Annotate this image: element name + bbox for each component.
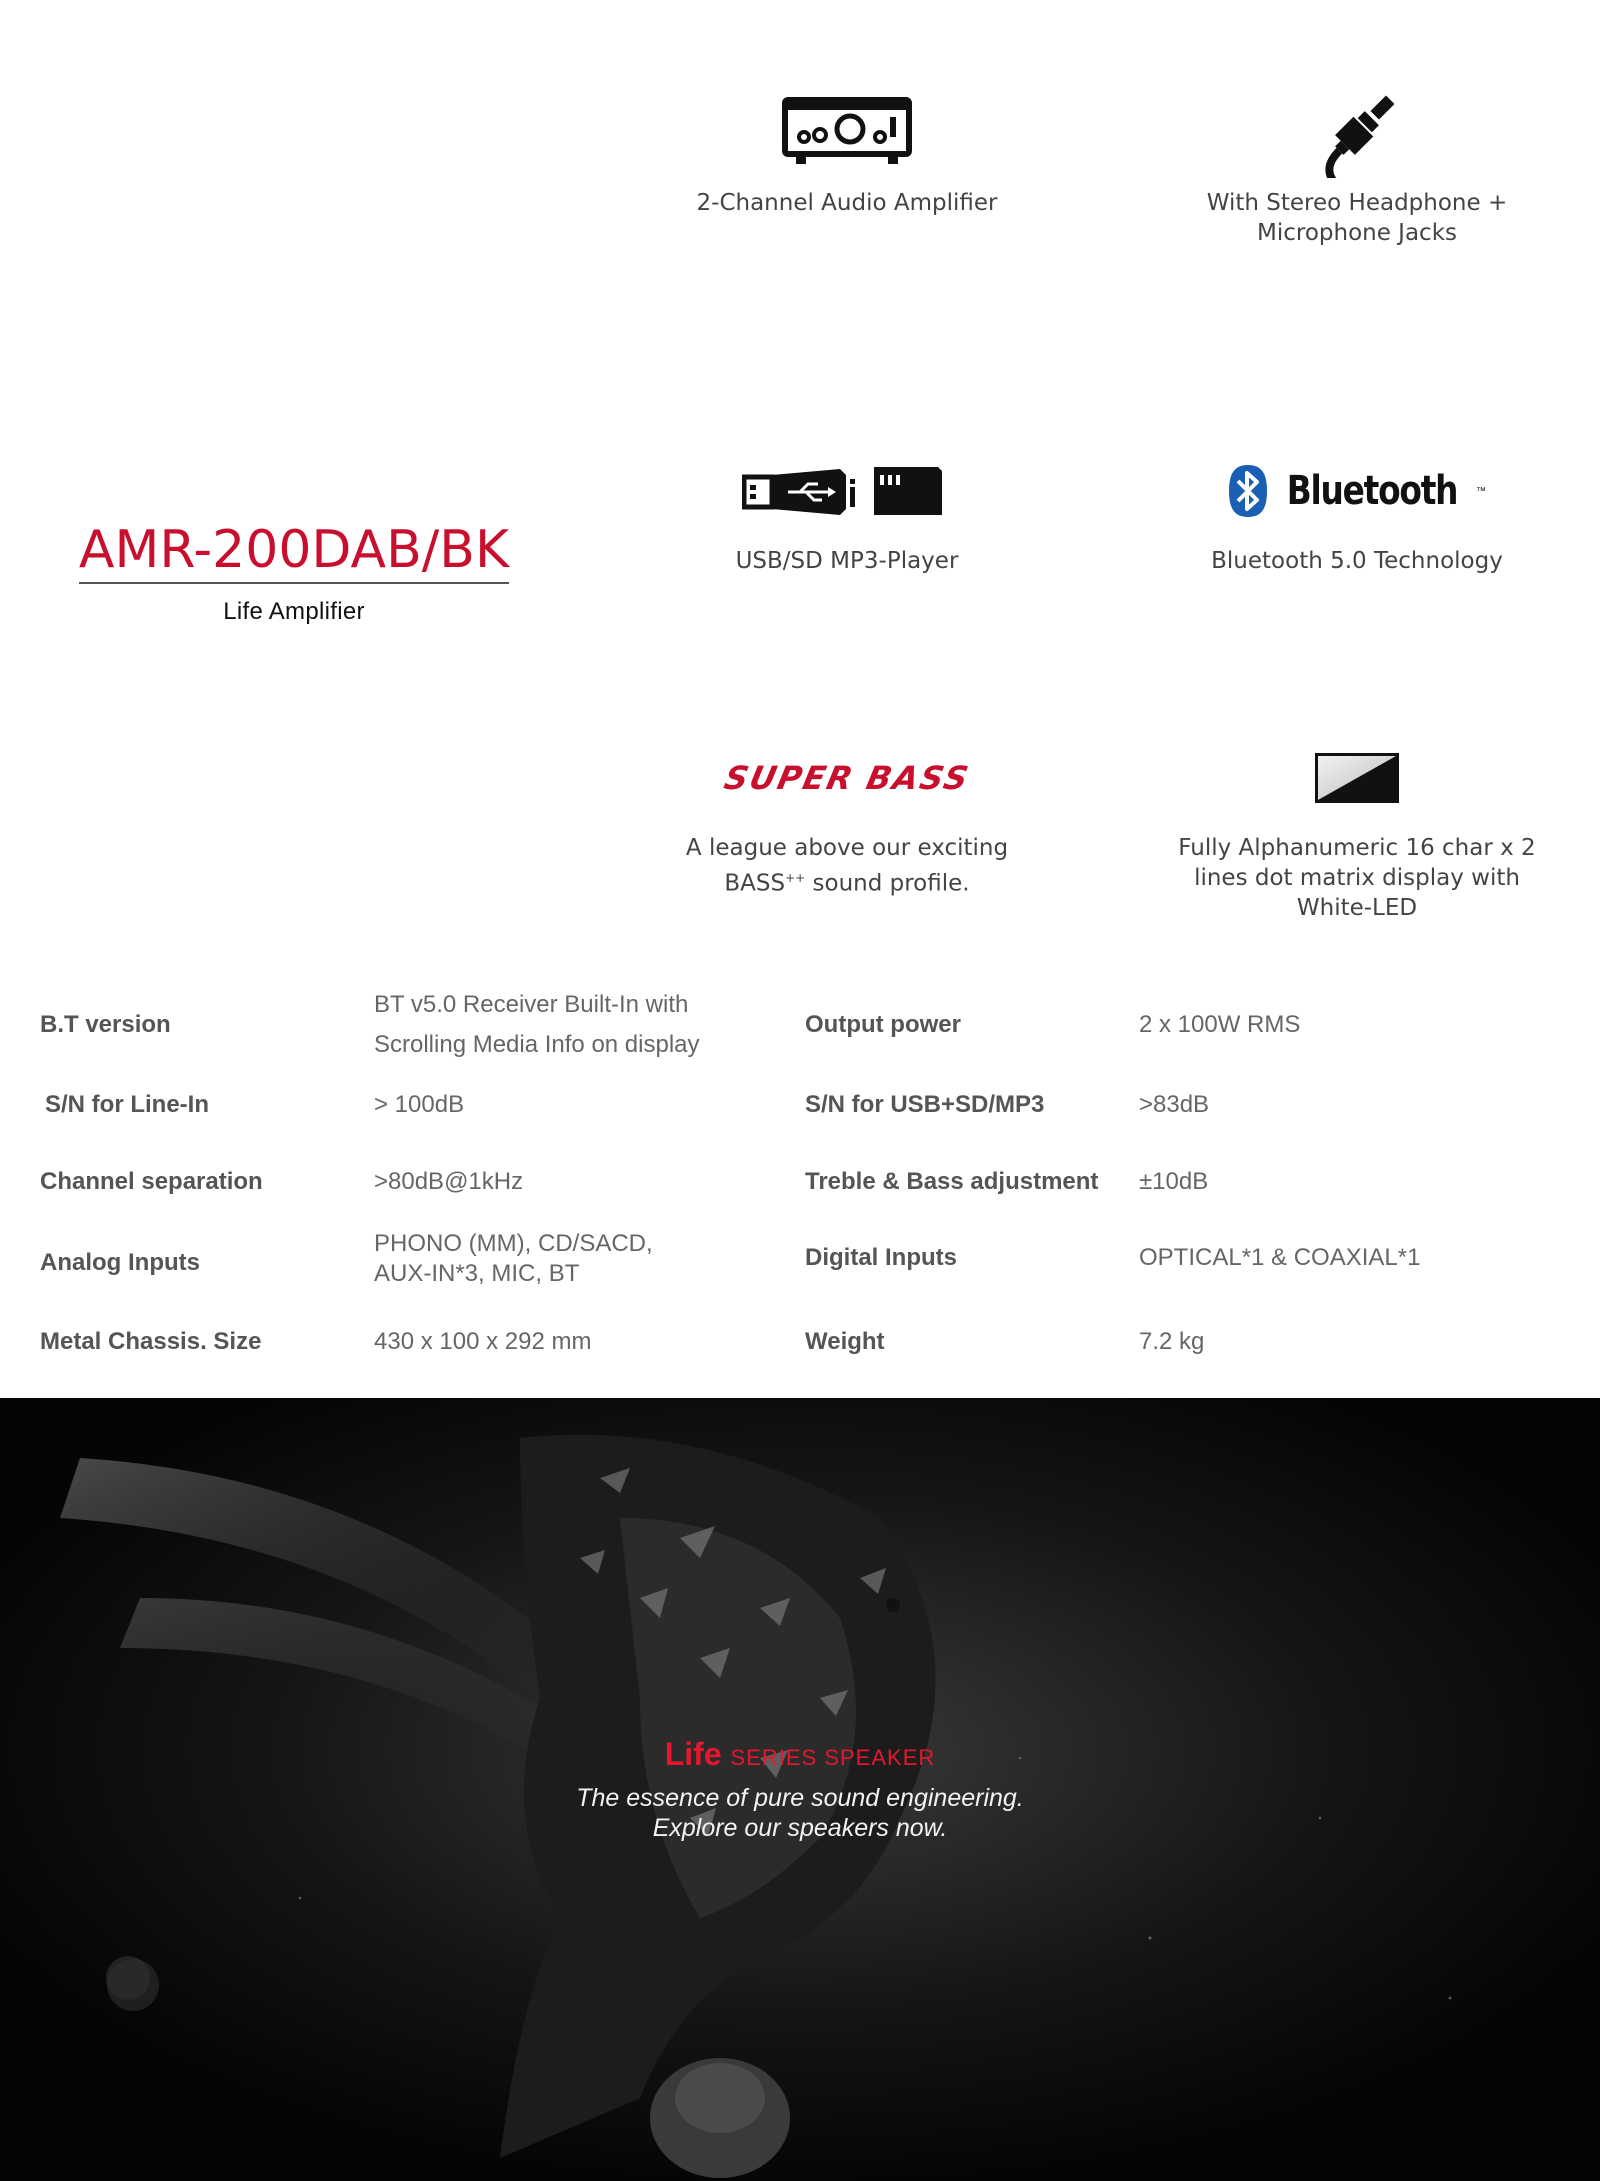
feature-super-bass: [637, 723, 1057, 899]
amplifier-icon: [782, 97, 912, 169]
feature-text-line: Microphone Jacks: [1256, 220, 1457, 246]
banner-title-main: Life: [664, 1736, 722, 1772]
banner-tagline: The essence of pure sound engineering.: [576, 1784, 1024, 1812]
feature-text-line: [637, 863, 1057, 899]
spec-label: Digital Inputs: [805, 1244, 957, 1271]
life-series-speaker-banner[interactable]: [0, 1398, 1600, 2181]
super-bass-logo: SUPER BASS: [720, 759, 974, 797]
spec-label: Treble & Bass adjustment: [805, 1168, 1099, 1195]
spec-value: BT v5.0 Receiver Built-In with: [374, 991, 689, 1018]
spec-value: 7.2 kg: [1139, 1328, 1205, 1355]
feature-bluetooth: [1147, 436, 1567, 576]
bass-text: BASS: [724, 870, 786, 897]
feature-text-line: Fully Alphanumeric 16 char x 2: [1178, 835, 1536, 861]
feature-text-line: White-LED: [1296, 895, 1418, 921]
spec-value: PHONO (MM), CD/SACD,: [374, 1230, 653, 1257]
spec-value: AUX-IN*3, MIC, BT: [374, 1260, 580, 1287]
feature-usb-sd: [637, 436, 1057, 576]
spec-label: S/N for USB+SD/MP3: [805, 1091, 1045, 1118]
product-model: AMR-200DAB/BK: [79, 520, 509, 584]
dot-matrix-display-icon: [1314, 752, 1400, 804]
spec-value: >80dB@1kHz: [374, 1168, 524, 1195]
spec-label: Analog Inputs: [40, 1249, 200, 1276]
feature-text-line: Bluetooth 5.0 Technology: [1211, 548, 1503, 574]
spec-value: >83dB: [1139, 1091, 1210, 1118]
spec-value: OPTICAL*1 & COAXIAL*1: [1139, 1244, 1421, 1271]
bluetooth-icon: [1228, 464, 1268, 518]
banner-title-rest: SERIES SPEAKER: [730, 1745, 936, 1770]
product-heading: [68, 520, 520, 626]
bass-plus-superscript: ++: [785, 871, 806, 885]
feature-text-line: 2-Channel Audio Amplifier: [696, 190, 998, 216]
feature-dot-matrix-display: [1147, 723, 1567, 923]
bluetooth-logo-text: Bluetooth: [1286, 468, 1458, 514]
spec-label: S/N for Line-In: [45, 1091, 209, 1118]
spec-label: Output power: [805, 1011, 961, 1038]
feature-text-line: A league above our exciting: [685, 835, 1009, 861]
spec-value: ±10dB: [1139, 1168, 1209, 1195]
spec-value: Scrolling Media Info on display: [374, 1031, 700, 1058]
banner-cta-text[interactable]: Explore our speakers now.: [652, 1814, 948, 1842]
feature-text-line: USB/SD MP3-Player: [735, 548, 959, 574]
product-subtitle: Life Amplifier: [223, 598, 365, 625]
spec-value: > 100dB: [374, 1091, 465, 1118]
feature-headphone-jacks: [1147, 78, 1567, 248]
spec-label: Channel separation: [40, 1168, 263, 1195]
spec-value: 430 x 100 x 292 mm: [374, 1328, 592, 1355]
feature-text-line: lines dot matrix display with: [1194, 865, 1520, 891]
sound-profile-text: sound profile.: [805, 870, 970, 897]
spec-value: 2 x 100W RMS: [1139, 1011, 1301, 1038]
banner-title: [0, 1736, 1600, 1773]
spec-label: Weight: [805, 1328, 885, 1355]
feature-amplifier: [637, 78, 1057, 218]
trademark-symbol: ™: [1475, 485, 1486, 497]
usb-sd-icon: [742, 461, 952, 521]
feature-text-line: With Stereo Headphone +: [1206, 190, 1508, 216]
spec-label: B.T version: [40, 1011, 171, 1038]
spec-label: Metal Chassis. Size: [40, 1328, 262, 1355]
headphone-jack-icon: [1317, 88, 1397, 178]
